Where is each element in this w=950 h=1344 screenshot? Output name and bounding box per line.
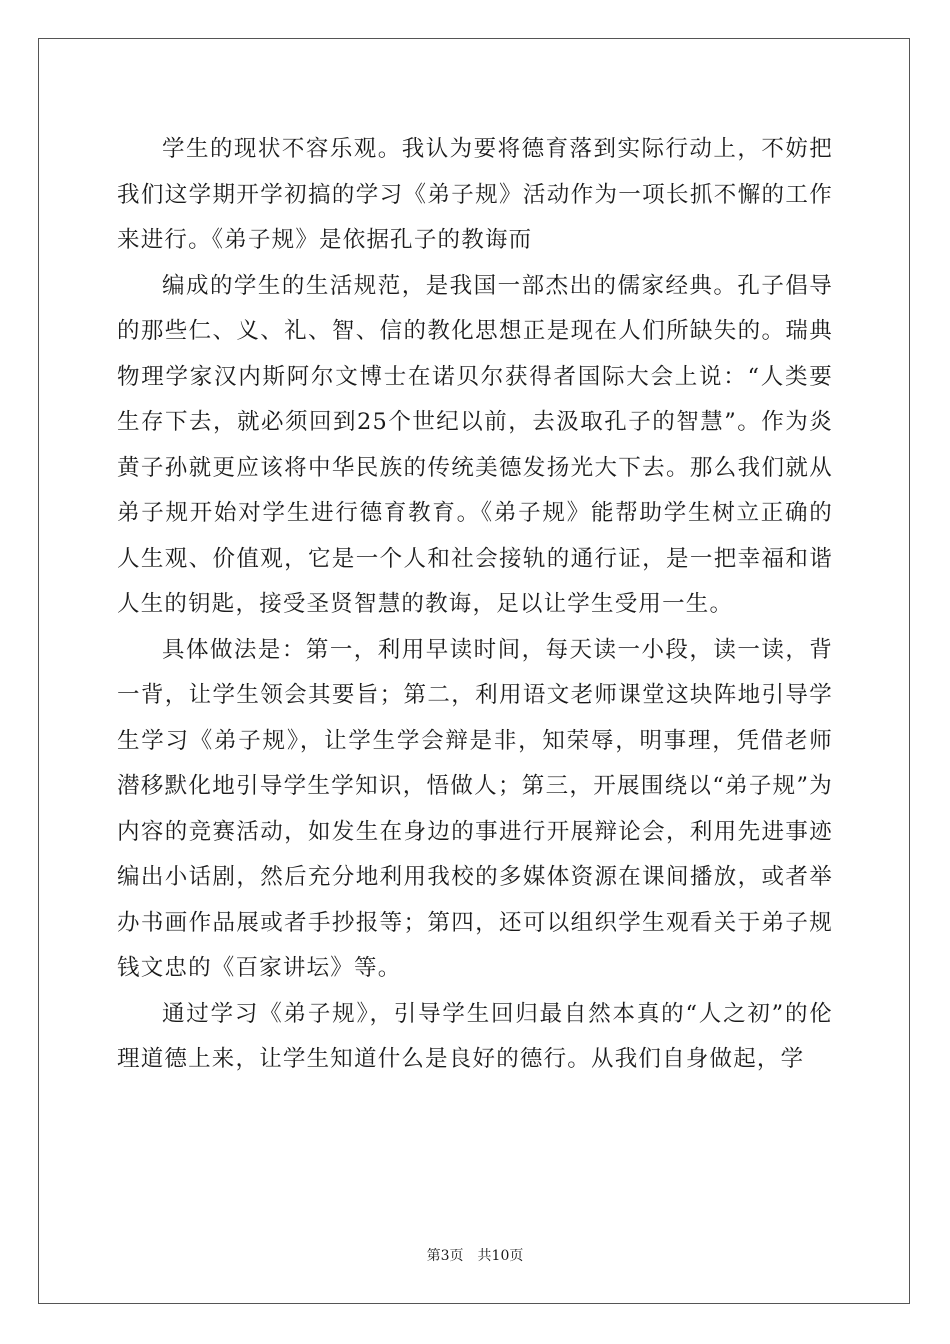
page-number-current: 第3页: [426, 1248, 464, 1264]
paragraph-2: 编成的学生的生活规范，是我国一部杰出的儒家经典。孔子倡导的那些仁、义、礼、智、信的教化思想正是现在人们所缺失的。瑞典物理学家汉内斯阿尔文博士在诺贝尔获得者国际大会上说：“人类要生存下去，就必须回到25个世纪以前，去汲取孔子的智慧”。作为炎黄子孙就更应该将中华民族的传统美德发扬光大下去。那么我们就从弟子规开始对学生进行德育教育。《弟子规》能帮助学生树立正确的人生观、价值观，它是一个人和社会接轨的通行证，是一把幸福和谐人生的钥匙，接受圣贤智慧的教诲，足以让学生受用一生。: [117, 272, 833, 617]
paragraph-1: 学生的现状不容乐观。我认为要将德育落到实际行动上，不妨把我们这学期开学初搞的学习《弟子规》活动作为一项长抓不懈的工作来进行。《弟子规》是依据孔子的教诲而: [117, 136, 833, 253]
paragraph-3: 具体做法是：第一，利用早读时间，每天读一小段，读一读，背一背，让学生领会其要旨；第二，利用语文老师课堂这块阵地引导学生学习《弟子规》，让学生学会辩是非，知荣辱，明事理，凭借老师潜移默化地引导学生学知识，悟做人；第三，开展围绕以“弟子规”为内容的竞赛活动，如发生在身边的事进行开展辩论会，利用先进事迹编出小话剧，然后充分地利用我校的多媒体资源在课间播放，或者举办书画作品展或者手抄报等；第四，还可以组织学生观看关于弟子规钱文忠的《百家讲坛》等。: [117, 636, 833, 981]
document-body: [117, 127, 833, 1083]
paragraph-4: 通过学习《弟子规》，引导学生回归最自然本真的“人之初”的伦理道德上来，让学生知道什么是良好的德行。从我们自身做起，学: [117, 1000, 833, 1072]
page-number-total: 共10页: [477, 1248, 524, 1264]
page-footer: [0, 1245, 950, 1265]
